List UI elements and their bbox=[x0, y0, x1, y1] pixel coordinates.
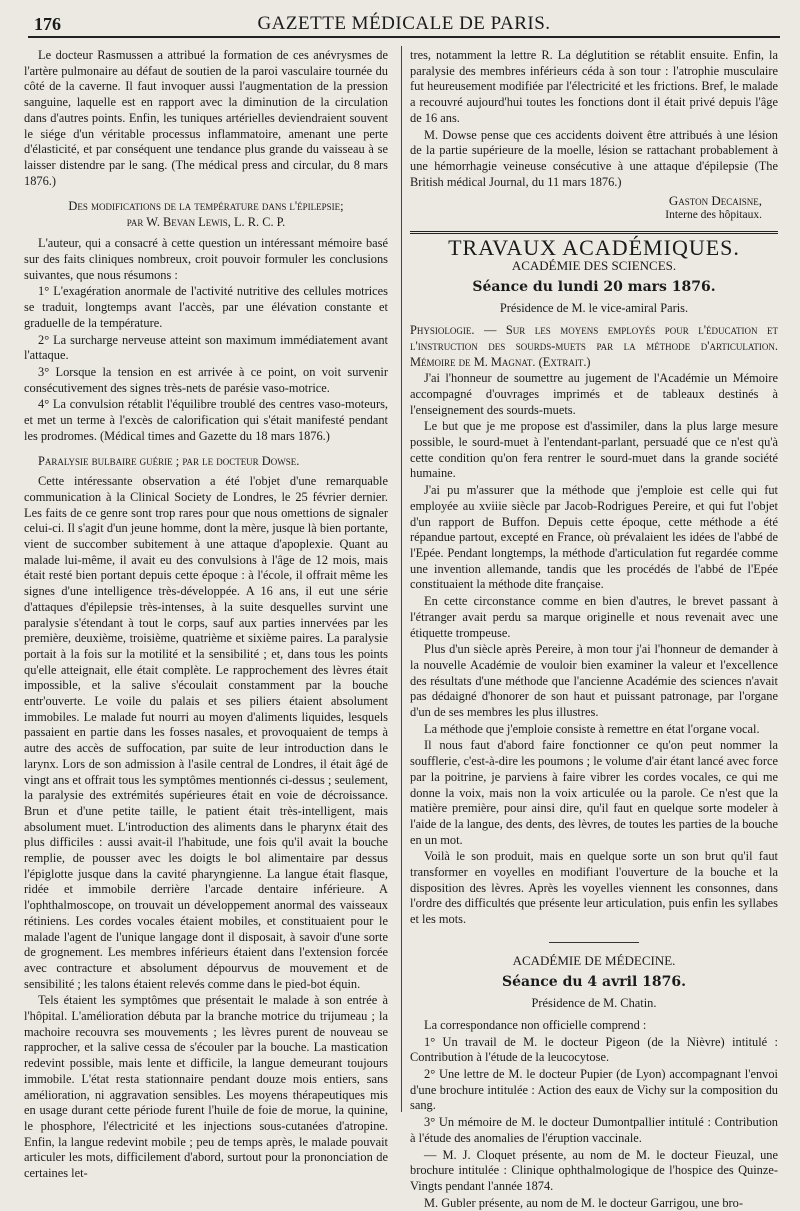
paragraph: tres, notamment la lettre R. La déglutition se rétablit ensuite. Enfin, la paralysie des membres inférieurs céda à son tour : l'atrophie musculaire fut heureusement modifiée par l'électricité et les frictions. Bref, le malade a recouvré aujourd'hui toutes les fonctions dont il était privé depuis l'âge de 16 ans. bbox=[410, 48, 778, 125]
list-item: 2° Une lettre de M. le docteur Pupier (de Lyon) accompagnant l'envoi d'une brochure intitulée : Action des eaux de Vichy sur la composition du sang. bbox=[410, 1067, 778, 1113]
paragraph: Voilà le son produit, mais en quelque sorte un son brut qu'il faut transformer en voyelles en modifiant l'ouverture de la bouche et la disposition des lèvres. Après les voyelles viennent les consonnes, dans l'ordre des difficultés que présente leur articulation, puis enfin les syllabes et les mots. bbox=[410, 849, 778, 927]
page-header bbox=[28, 10, 780, 38]
paragraph: 3° Lorsque la tension en est arrivée à ce point, on voit survenir consécutivement des signes très-nets de parésie vaso-motrice. bbox=[24, 364, 388, 395]
presidency: Présidence de M. le vice-amiral Paris. bbox=[499, 301, 689, 316]
paragraph: Physiologie. — Sur les moyens employés pour l'éducation et l'instruction des sourds-muets par la méthode d'articulation. Mémoire de M. Magnat. (Extrait.) bbox=[410, 323, 778, 369]
paragraph: J'ai pu m'assurer que la méthode que j'emploie est celle qui fut employée au xviiie siècle par Jacob-Rodrigues Pereire, et qui fut l'objet d'un rapport de Buffon. Depuis cette époque, cette méthode a été répandue partout, excepté en France, où prévalaient les idées de l'abbé de l'Epée. Pendant longtemps, la méthode d'articulation fut regardée comme une invention allemande, tandis que les procédés de l'abbé de l'Epée constituaient la méthode dite française. bbox=[410, 483, 778, 592]
article-heading bbox=[24, 454, 388, 470]
paragraph: La correspondance non officielle comprend : bbox=[424, 1017, 647, 1032]
article-title: Paralysie bulbaire guérie ; par le docteur Dowse. bbox=[38, 454, 300, 469]
article-author: par W. Bevan Lewis, L. R. C. P. bbox=[126, 214, 286, 229]
paragraph: 2° La surcharge nerveuse atteint son maximum immédiatement avant l'attaque. bbox=[24, 332, 388, 363]
paragraph: La méthode que j'emploie consiste à remettre en état l'organe vocal. bbox=[424, 721, 760, 736]
paragraph: L'auteur, qui a consacré à cette question un intéressant mémoire basé sur des faits cliniques nombreux, croit pouvoir formuler les conclusions suivantes, que nous résumons : bbox=[24, 236, 388, 282]
article-title: Des modifications de la température dans l'épilepsie; bbox=[68, 199, 344, 214]
right-column bbox=[410, 48, 778, 1211]
paragraph: Le but que je me propose est d'assimiler, dans la plus large mesure possible, le sourd-muet à l'entendant-parlant, persuadé que ce n'est qu'à cette condition qu'on fera rentrer le sourd-muet dans la grande société humaine. bbox=[410, 419, 778, 481]
paragraph: Plus d'un siècle après Pereire, à mon tour j'ai l'honneur de demander à la nouvelle Académie de vouloir bien examiner la valeur et l'excellence des résultats d'une méthode que l'ancienne Académie des sciences n'avait pas dédaigné d'honorer de son haut et puissant patronage, par l'organe d'un de ses membres les plus illustres. bbox=[410, 642, 778, 720]
list-item: 1° Un travail de M. le docteur Pigeon (de la Nièvre) intitulé : Contribution à l'étude de la leucocytose. bbox=[410, 1034, 778, 1065]
paragraph: Tels étaient les symptômes que présentait le malade à son entrée à l'hôpital. L'amélioration débuta par la branche motrice du trijumeau ; la machoire recouvra ses mouvements ; les lèvres purent de nouveau se rapprocher, et la salive cessa de s'écouler par la bouche. La mastication redevint possible, mais lente et difficile, la langue demeurant toujours immobile. L'état resta stationnaire pendant douze mois entiers, sans amélioration, ni aggravation sensibles. Les moyens thérapeutiques mis en usage durant cette période furent l'huile de foie de morue, la quinine, le phosphore, l'électricité et les injections sous-cutanées d'atropine. Enfin, la langue redevint mobile ; peu de temps après, le malade pouvait articuler les mots, difficilement d'abord, surtout pour la prononciation de certaines let- bbox=[24, 993, 388, 1181]
article-heading bbox=[24, 199, 388, 230]
paragraph: M. Dowse pense que ces accidents doivent être attribués à une lésion de la partie supérieure de la moelle, lésion se rattachant probablement à une hémorrhagie veineuse consécutive à une attaque d'épilepsie (The British médical Journal, du 11 mars 1876.) bbox=[410, 127, 778, 189]
paragraph: Le docteur Rasmussen a attribué la formation de ces anévrysmes de l'artère pulmonaire au défaut de soutien de la paroi vasculaire tournée du côté de la caverne. Il faut invoquer aussi l'augmentation de la pression sanguine, laquelle est en rapport avec la diminution de la circulation dans d'autres points. Enfin, les tuniques artérielles deviendraient souvent le siége d'un véritable processus inflammatoire, amenant une perte d'élasticité, et par conséquent une tendance plus grande du vaisseau à se laisser distendre par le sang. (The médical press and circular, du 8 mars 1876.) bbox=[24, 48, 388, 188]
column-divider bbox=[401, 46, 402, 1112]
section-title: TRAVAUX ACADÉMIQUES. bbox=[448, 235, 740, 261]
academy-heading: ACADÉMIE DES SCIENCES. bbox=[511, 258, 677, 274]
paragraph: Cette intéressante observation a été l'objet d'une remarquable communication à la Clinical Society de Londres, le 25 février dernier. Les faits de ce genre sont trop rares pour que nous omettions de signaler celui-ci. Il s'agit d'un jeune homme, dont la mère, jusque là bien portante, vient de succomber subitement à une attaque d'apoplexie. Quant au malade lui-même, il avait eu des convulsions à l'âge de 12 mois, mais était resté bien portant depuis cette époque : à l'école, il offrait même les signes d'une intelligence très-développée. A 16 ans, il eut une série d'attaques d'épilepsie très-intenses, à la suite desquelles survint une paralysie s'étendant à tout le corps, sauf aux parties innervées par les première, deuxième, troisième, quatrième et sixième paires. La paralysie portait à la fois sur la motilité et la sensibilité ; et, dans tous les points qu'elle atteignait, elle était complète. Le rapprochement des lèvres était impossible, et la salive s'écoulait constamment par la bouche entr'ouverte. Le voile du palais et ses piliers étaient absolument immobiles. Le malade fut nourri au moyen d'aliments liquides, lesquels passaient en partie dans les fosses nasales, et provoquaient de temps à autre des accès de suffocation, par suite de leur introduction dans le larynx. Lors de son admission à l'asile central de Londres, il était âgé de vingt ans et offrait tous les symptômes mentionnés ci-dessus ; seulement, la paralysie des extrémités supérieures était en voie de décroissance. Brun et d'une petite taille, le patient était très-intelligent, mais absolument muet. L'introduction des aliments dans le pharynx était des plus difficiles : aussi avait-il l'habitude, une fois qu'il avait la bouche remplie, de pousser avec les doigts le bol alimentaire par dessus l'épiglotte jusque dans la cavité pharyngienne. La langue était flasque, ridée et immobile derrière l'arcade dentaire inférieure. A l'ophthalmoscope, on trouvait un développement anormal des vaisseaux rétiniens. Les cordes vocales étaient mobiles, et constituaient pour le malade l'agent de l'unique langage dont il disposait, à savoir d'une sorte de grognement. Les membres inférieurs étaient dans l'extension forcée avec contracture et absolument dépourvus de mouvement et de sensibilité ; les talons étaient relevés comme dans le pied-bot équin. bbox=[24, 474, 388, 991]
paragraph: 1° L'exagération anormale de l'activité nutritive des cellules motrices se traduit, longtemps avant l'accès, par une élévation constante et graduelle de la température. bbox=[24, 284, 388, 330]
session-date: Séance du lundi 20 mars 1876. bbox=[472, 278, 716, 295]
list-item: 3° Un mémoire de M. le docteur Dumontpallier intitulé : Contribution à l'étude des anomalies de l'éruption vaccinale. bbox=[410, 1115, 778, 1145]
presidency: Présidence de M. Chatin. bbox=[531, 996, 657, 1011]
signature-role: Interne des hôpitaux. bbox=[665, 209, 762, 222]
list-item: M. Gubler présente, au nom de M. le docteur Garrigou, une bro- bbox=[424, 1195, 743, 1210]
section-divider bbox=[549, 942, 639, 943]
academy-heading: ACADÉMIE DE MÉDECINE. bbox=[512, 952, 676, 968]
list-item: — M. J. Cloquet présente, au nom de M. le docteur Fieuzal, une brochure intitulée : Clinique ophthalmologique de l'hospice des Quinze-Vingts pendant l'année 1874. bbox=[410, 1147, 778, 1193]
signature bbox=[410, 193, 778, 223]
section-divider bbox=[410, 231, 778, 234]
journal-title: GAZETTE MÉDICALE DE PARIS. bbox=[257, 13, 551, 34]
paragraph: En cette circonstance comme en bien d'autres, le brevet passant à l'étranger avait perdu sa marque originelle et nous revenait avec une étiquette trompeuse. bbox=[410, 594, 778, 640]
session-date: Séance du 4 avril 1876. bbox=[502, 973, 686, 990]
left-column bbox=[24, 48, 388, 1182]
page-number: 176 bbox=[34, 14, 61, 34]
signature-name: Gaston Decaisne, bbox=[668, 193, 762, 209]
paragraph: Il nous faut d'abord faire fonctionner ce qu'on peut nommer la soufflerie, c'est-à-dire les poumons ; le volume d'air étant lancé avec force par la poitrine, je parviens à faire vibrer les cordes vocales, ce qui me donne la voix, mais non la voix articulée ou la parole. Ce n'est que la matière première, pour ainsi dire, qu'il faut en quelque sorte modeler à l'aide de la langue, des dents, des lèvres, de toutes les parties de la bouche en un mot. bbox=[410, 738, 778, 847]
paragraph: J'ai l'honneur de soumettre au jugement de l'Académie un Mémoire accompagné d'ouvrages imprimés et de tableaux destinés à l'enseignement des sourds-muets. bbox=[410, 371, 778, 417]
paragraph: 4° La convulsion rétablit l'équilibre troublé des centres vaso-moteurs, et met un terme à l'excès de calorification qui s'était manifesté pendant les prodromes. (Médical times and Gazette du 18 mars 1876.) bbox=[24, 397, 388, 443]
